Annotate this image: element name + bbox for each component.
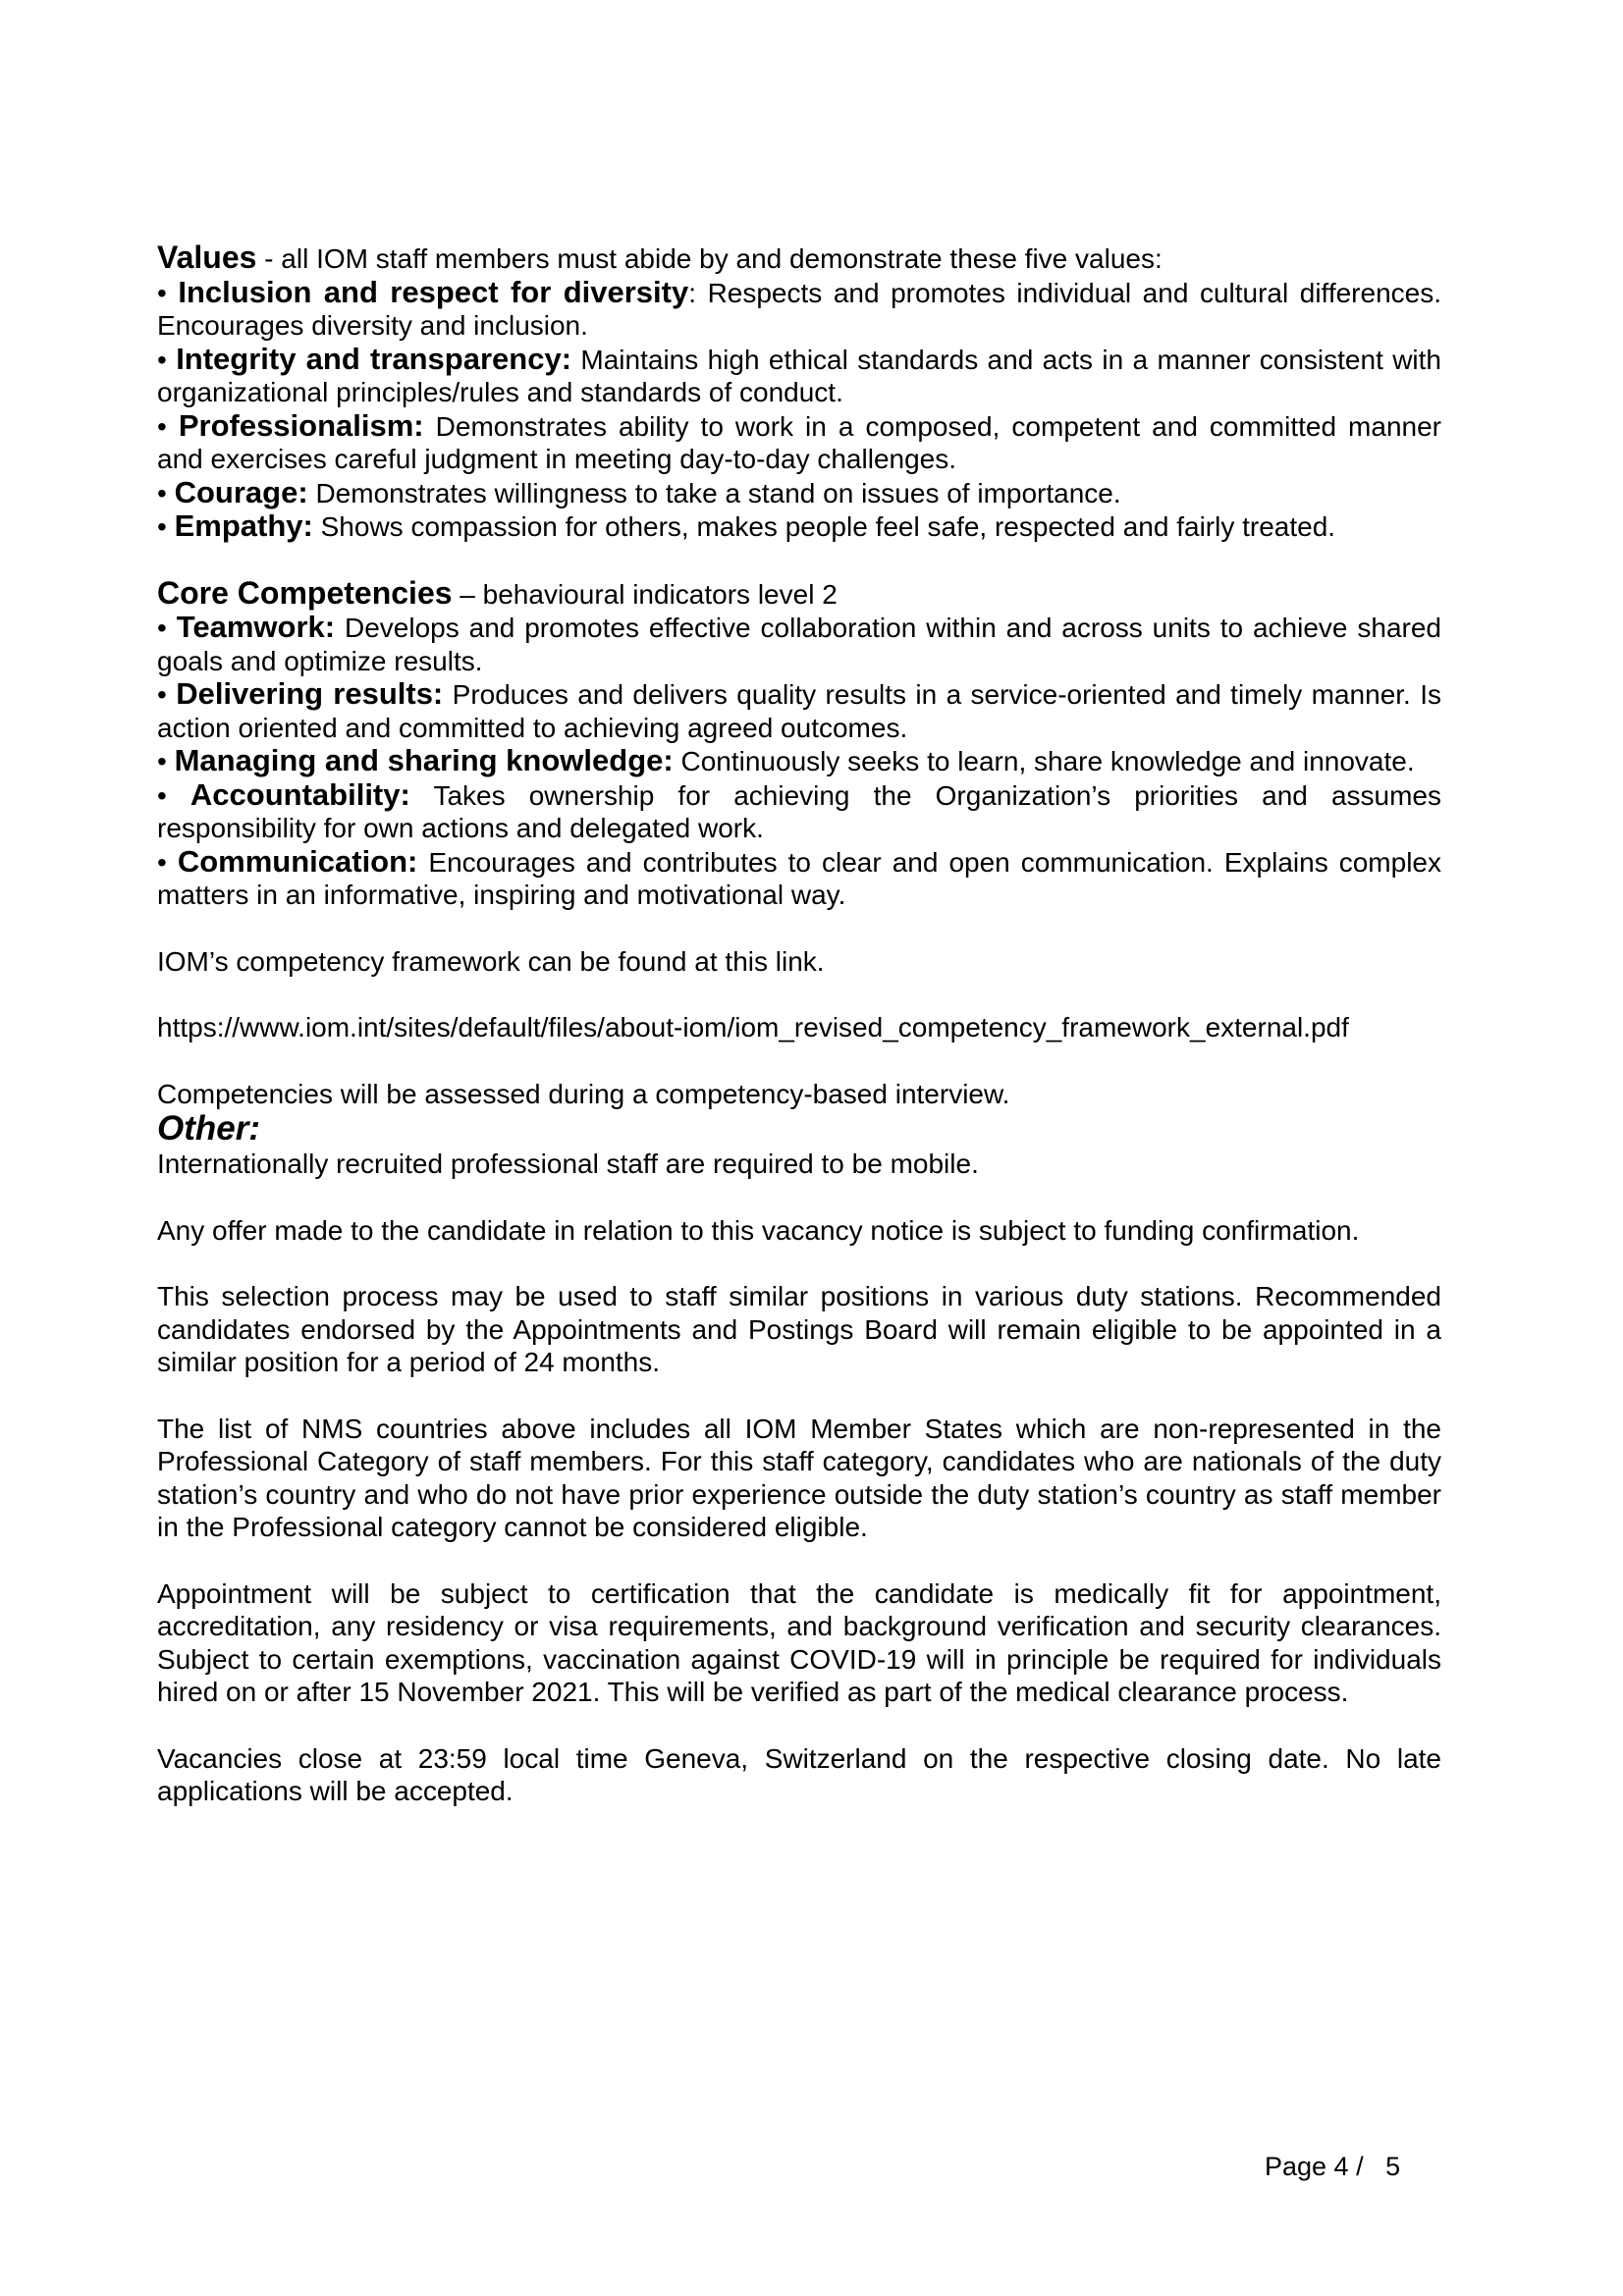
competency-term: Delivering results: bbox=[176, 676, 444, 711]
bullet-glyph: • bbox=[157, 410, 179, 442]
competency-description: Produces and delivers quality results in a service-oriented and timely manner. Is action oriented and committed to achieving agreed outcomes. bbox=[157, 679, 1441, 743]
list-item bbox=[157, 476, 1441, 510]
list-item bbox=[157, 343, 1441, 409]
list-item bbox=[157, 778, 1441, 845]
list-item bbox=[157, 276, 1441, 343]
value-description: Shows compassion for others, makes people feel safe, respected and fairly treated. bbox=[320, 511, 1336, 542]
separator bbox=[424, 411, 436, 442]
bullet-glyph: • bbox=[157, 613, 177, 643]
list-item bbox=[157, 845, 1441, 912]
separator: : bbox=[688, 277, 708, 308]
value-description: Demonstrates ability to work in a composed, competent and committed manner and exercises careful judgment in meeting day-to-day challenges. bbox=[157, 410, 1441, 474]
other-paragraph: Internationally recruited professional staff are required to be mobile. bbox=[157, 1148, 979, 1179]
other-paragraph: Any offer made to the candidate in relation to this vacancy notice is subject to funding confirmation. bbox=[157, 1214, 1360, 1246]
competency-term: Accountability: bbox=[189, 776, 410, 812]
values-intro: - all IOM staff members must abide by and demonstrate these five values: bbox=[256, 243, 1163, 274]
other-paragraph: This selection process may be used to staff similar positions in various duty stations. Recommended candidates endorsed by the Appointments and Postings Board will remain eligible to be appointed in a similar position for a period of 24 months. bbox=[157, 1281, 1441, 1377]
value-description: Maintains high ethical standards and acts in a manner consistent with organizational principles/rules and standards of conduct. bbox=[157, 344, 1442, 407]
competency-term: Managing and sharing knowledge: bbox=[174, 743, 674, 777]
other-paragraph: Vacancies close at 23:59 local time Geneva, Switzerland on the respective closing date. No late applications will be accepted. bbox=[157, 1742, 1441, 1806]
value-term: Integrity and transparency: bbox=[176, 341, 572, 376]
competencies-heading bbox=[157, 574, 1441, 612]
competency-description: Continuously seeks to learn, share knowledge and innovate. bbox=[680, 746, 1415, 776]
bullet-glyph: • bbox=[157, 477, 175, 508]
list-item bbox=[157, 509, 1441, 544]
other-heading: Other: bbox=[157, 1109, 260, 1148]
competencies-intro: – behavioural indicators level 2 bbox=[452, 578, 838, 610]
competency-term: Teamwork: bbox=[176, 610, 336, 644]
list-item bbox=[157, 409, 1441, 476]
competency-term: Communication: bbox=[177, 843, 418, 879]
values-list bbox=[157, 276, 1441, 544]
separator bbox=[417, 847, 428, 878]
list-item bbox=[157, 744, 1441, 778]
values-title: Values bbox=[157, 240, 257, 275]
separator bbox=[410, 780, 434, 811]
value-description: Respects and promotes individual and cultural differences. Encourages diversity and inclusion. bbox=[157, 277, 1441, 341]
bullet-glyph: • bbox=[157, 511, 175, 542]
bullet-glyph: • bbox=[157, 344, 177, 375]
bullet-glyph: • bbox=[157, 746, 175, 776]
competency-description: Develops and promotes effective collaboration within and across units to achieve shared goals and optimize results. bbox=[157, 613, 1442, 676]
other-paragraph: Appointment will be subject to certification that the candidate is medically fit for appointment, accreditation, any residency or visa requirements, and background verification and security clearances. Subject to certain exemptions, vaccination against COVID-19 will in principle be required for individuals hired on or after 15 November 2021. This will be verified as part of the medical clearance process. bbox=[157, 1577, 1441, 1707]
bullet-glyph: • bbox=[157, 679, 177, 710]
competency-description: Takes ownership for achieving the Organization’s priorities and assumes responsibility for own actions and delegated work. bbox=[157, 779, 1441, 843]
framework-link[interactable]: https://www.iom.int/sites/default/files/about-iom/iom_revised_competency_framework_external.pdf bbox=[157, 1012, 1349, 1042]
separator bbox=[571, 345, 580, 375]
separator bbox=[335, 613, 345, 643]
other-paragraph: The list of NMS countries above includes all IOM Member States which are non-represented in the Professional Category of staff members. For this staff category, candidates who are nationals of the duty station’s country and who do not have prior experience outside the duty station’s country as staff member in the Professional category cannot be considered eligible. bbox=[157, 1413, 1441, 1542]
competencies-title: Core Competencies bbox=[157, 574, 453, 611]
values-heading bbox=[157, 241, 1441, 276]
document-page bbox=[157, 241, 1441, 1808]
list-item bbox=[157, 611, 1441, 677]
value-term: Courage: bbox=[174, 474, 308, 509]
value-description: Demonstrates willingness to take a stand on issues of importance. bbox=[315, 477, 1121, 508]
bullet-glyph: • bbox=[157, 846, 178, 878]
competency-description: Encourages and contributes to clear and open communication. Explains complex matters in an informative, inspiring and motivational way. bbox=[157, 846, 1441, 910]
bullet-glyph: • bbox=[157, 277, 179, 308]
assessment-text: Competencies will be assessed during a competency-based interview. bbox=[157, 1078, 1010, 1109]
list-item bbox=[157, 677, 1441, 744]
competencies-list bbox=[157, 611, 1441, 912]
separator bbox=[313, 511, 321, 542]
page-number: Page 4 / 5 bbox=[1265, 2152, 1401, 2181]
separator bbox=[443, 679, 452, 710]
value-term: Professionalism: bbox=[178, 407, 424, 443]
value-term: Inclusion and respect for diversity bbox=[178, 274, 689, 309]
framework-text: IOM’s competency framework can be found at this link. bbox=[157, 945, 825, 977]
value-term: Empathy: bbox=[174, 508, 313, 543]
bullet-glyph: • bbox=[157, 779, 190, 811]
